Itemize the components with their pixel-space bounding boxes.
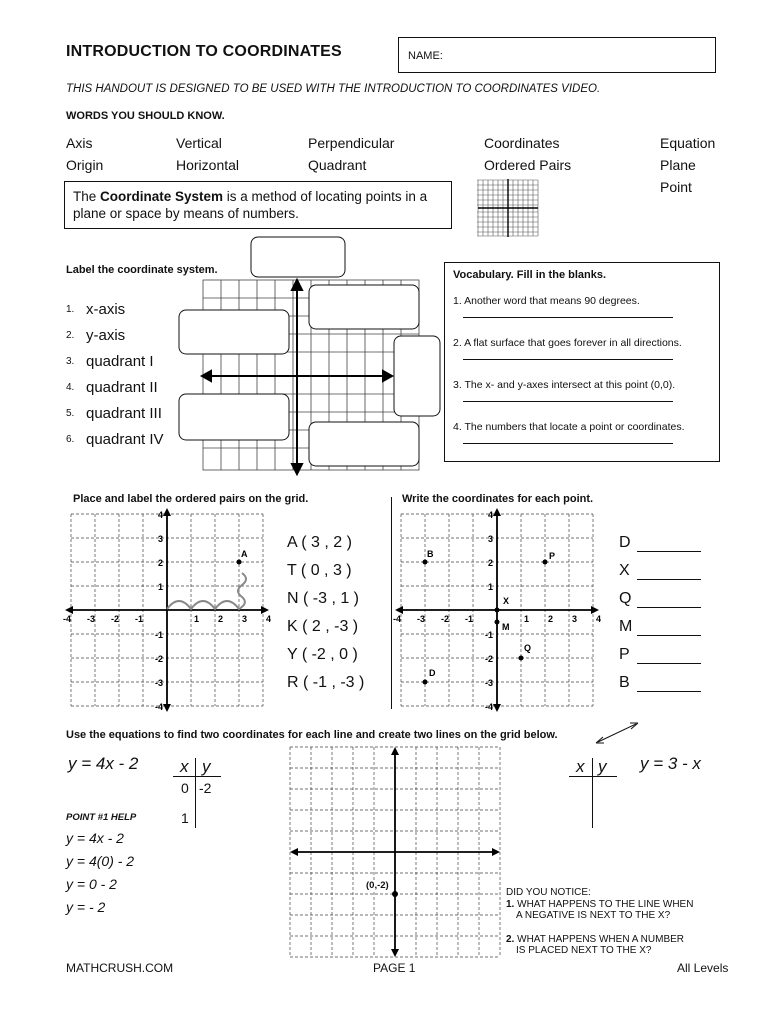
write-grid bbox=[393, 510, 602, 712]
point-a bbox=[237, 560, 242, 565]
point-d bbox=[423, 680, 428, 685]
footer-site: MATHCRUSH.COM bbox=[66, 961, 174, 975]
definition-prefix: The bbox=[73, 189, 101, 204]
name-field[interactable] bbox=[398, 37, 716, 73]
point-x-label: X bbox=[503, 596, 510, 606]
table1-x-header: x bbox=[180, 757, 189, 776]
example-path bbox=[167, 573, 246, 609]
answer-blank-x[interactable] bbox=[637, 579, 701, 580]
point-q bbox=[519, 656, 524, 661]
point-x bbox=[495, 608, 500, 613]
vocab-answer-2[interactable] bbox=[463, 359, 673, 360]
name-label: NAME: bbox=[408, 50, 443, 62]
axis-arrow bbox=[65, 606, 73, 614]
label-list bbox=[66, 296, 164, 452]
x-tick-label: 2 bbox=[218, 614, 224, 624]
y-tick-label: 2 bbox=[488, 558, 494, 568]
vocab-heading: Vocabulary. Fill in the blanks. bbox=[453, 269, 607, 281]
plot-heading: Place and label the ordered pairs on the grid. bbox=[73, 493, 309, 505]
word-perpendicular: Perpendicular bbox=[308, 135, 395, 151]
point-d-label: D bbox=[429, 668, 436, 678]
help-step-4: y = - 2 bbox=[66, 899, 106, 915]
grid-point-label: (0,-2) bbox=[366, 880, 389, 891]
help-step-1: y = 4x - 2 bbox=[66, 830, 124, 846]
x-tick-label: -1 bbox=[465, 614, 474, 624]
list-item bbox=[66, 426, 164, 452]
list-num: 1. bbox=[66, 303, 75, 315]
x-tick-label: -3 bbox=[417, 614, 426, 624]
point-0-neg2 bbox=[392, 891, 398, 897]
word-coordinates: Coordinates bbox=[484, 135, 560, 151]
axis-arrow bbox=[395, 606, 403, 614]
notice-q2-line2: IS PLACED NEXT TO THE X? bbox=[516, 945, 652, 956]
x-tick-label: 3 bbox=[572, 614, 578, 624]
x-tick-label: 1 bbox=[524, 614, 530, 624]
notice-q1-line1: WHAT HAPPENS TO THE LINE WHEN bbox=[517, 899, 694, 910]
list-label: quadrant III bbox=[86, 404, 162, 422]
small-grid-icon bbox=[477, 178, 539, 238]
footer-level: All Levels bbox=[677, 961, 729, 975]
list-label: quadrant I bbox=[86, 352, 154, 370]
y-tick-label: 4 bbox=[488, 510, 494, 520]
y-tick-label: 1 bbox=[158, 582, 164, 592]
vocab-question-1: 1. Another word that means 90 degrees. bbox=[453, 295, 640, 307]
list-item bbox=[66, 296, 164, 322]
x-tick-label: 2 bbox=[548, 614, 554, 624]
footer-page: PAGE 1 bbox=[373, 961, 416, 975]
table1-y-header: y bbox=[202, 757, 211, 776]
words-heading: WORDS YOU SHOULD KNOW. bbox=[66, 110, 225, 122]
x-tick-label: -4 bbox=[63, 614, 72, 624]
answer-label-d: D bbox=[619, 534, 631, 551]
notice-q2 bbox=[506, 934, 684, 945]
section-divider bbox=[391, 497, 392, 709]
point-b bbox=[423, 560, 428, 565]
y-tick-label: 3 bbox=[488, 534, 494, 544]
pair-n: N ( -3 , 1 ) bbox=[287, 590, 360, 607]
answer-label-b: B bbox=[619, 674, 630, 691]
list-num: 3. bbox=[66, 355, 75, 367]
write-heading: Write the coordinates for each point. bbox=[402, 493, 594, 505]
notice-q2-num: 2. bbox=[506, 934, 515, 945]
word-axis: Axis bbox=[66, 135, 93, 151]
notice-q1-num: 1. bbox=[506, 899, 515, 910]
y-tick-label: -2 bbox=[155, 654, 164, 664]
list-item bbox=[66, 322, 164, 348]
equation-1: y = 4x - 2 bbox=[68, 754, 139, 773]
axis-arrow bbox=[492, 848, 500, 856]
table1-row1-x: 0 bbox=[181, 780, 189, 796]
vocab-answer-4[interactable] bbox=[463, 443, 673, 444]
point-b-label: B bbox=[427, 549, 434, 559]
x-tick-label: -3 bbox=[87, 614, 96, 624]
list-label: quadrant IV bbox=[86, 430, 164, 448]
answer-blank-q[interactable] bbox=[637, 607, 701, 608]
double-arrow-icon bbox=[594, 720, 640, 746]
point-q-label: Q bbox=[524, 643, 532, 653]
word-equation: Equation bbox=[660, 135, 716, 151]
vocab-question-4: 4. The numbers that locate a point or coordinates. bbox=[453, 421, 685, 433]
notice-q2-line1: WHAT HAPPENS WHEN A NUMBER bbox=[517, 934, 684, 945]
list-item bbox=[66, 374, 164, 400]
y-tick-label: 2 bbox=[158, 558, 164, 568]
equation-grid bbox=[288, 744, 502, 960]
answer-label-x: X bbox=[619, 562, 630, 579]
list-label: quadrant II bbox=[86, 378, 158, 396]
word-horizontal: Horizontal bbox=[176, 157, 240, 173]
vocab-question-2: 2. A flat surface that goes forever in all directions. bbox=[453, 337, 682, 349]
y-tick-label: -1 bbox=[155, 630, 164, 640]
help-step-2: y = 4(0) - 2 bbox=[66, 853, 135, 869]
answer-blank-b[interactable] bbox=[637, 691, 701, 692]
pair-a: A ( 3 , 2 ) bbox=[287, 534, 352, 551]
notice-title: DID YOU NOTICE: bbox=[506, 887, 591, 898]
y-tick-label: 3 bbox=[158, 534, 164, 544]
notice-q1 bbox=[506, 899, 693, 910]
y-tick-label: -3 bbox=[485, 678, 494, 688]
word-origin: Origin bbox=[66, 157, 104, 173]
table2-hline bbox=[569, 776, 617, 777]
axis-arrow bbox=[591, 606, 599, 614]
word-ordered-pairs: Ordered Pairs bbox=[484, 157, 572, 173]
definition-box bbox=[64, 181, 452, 229]
word-vertical: Vertical bbox=[176, 135, 222, 151]
label-box-quadrant-4[interactable] bbox=[309, 422, 419, 466]
point-m-label: M bbox=[502, 622, 510, 632]
axis-arrow bbox=[391, 949, 399, 957]
word-plane: Plane bbox=[660, 157, 696, 173]
point-m bbox=[495, 620, 500, 625]
table1-vline bbox=[195, 758, 196, 828]
definition-text-1: is a method of locating points in a bbox=[223, 189, 428, 204]
vocabulary-box bbox=[444, 262, 720, 462]
x-tick-label: 3 bbox=[242, 614, 248, 624]
y-tick-label: -4 bbox=[155, 702, 164, 712]
x-tick-label: 4 bbox=[596, 614, 602, 624]
vocab-question-3: 3. The x- and y-axes intersect at this point (0,0). bbox=[453, 379, 676, 391]
help-title: POINT #1 HELP bbox=[66, 812, 137, 823]
answer-blank-m[interactable] bbox=[637, 635, 701, 636]
list-item bbox=[66, 348, 164, 374]
point-a-label: A bbox=[241, 549, 248, 559]
label-grid bbox=[176, 234, 446, 478]
axis-arrow bbox=[261, 606, 269, 614]
answer-blank-p[interactable] bbox=[637, 663, 701, 664]
vocab-answer-3[interactable] bbox=[463, 401, 673, 402]
notice-q1-line2: A NEGATIVE IS NEXT TO THE X? bbox=[516, 910, 671, 921]
list-label: x-axis bbox=[86, 300, 126, 318]
label-box-right[interactable] bbox=[394, 336, 440, 416]
list-num: 4. bbox=[66, 381, 75, 393]
axis-arrow bbox=[163, 704, 171, 712]
label-box-top[interactable] bbox=[251, 237, 345, 277]
pair-t: T ( 0 , 3 ) bbox=[287, 562, 352, 579]
label-box-quadrant-2[interactable] bbox=[179, 310, 289, 354]
table1-row1-y: -2 bbox=[199, 780, 212, 796]
axis-arrow bbox=[493, 704, 501, 712]
help-step-3: y = 0 - 2 bbox=[66, 876, 117, 892]
point-p-label: P bbox=[549, 551, 556, 561]
list-item bbox=[66, 400, 164, 426]
equations-heading: Use the equations to find two coordinates for each line and create two lines on the grid below. bbox=[66, 729, 558, 741]
word-point: Point bbox=[660, 179, 692, 195]
list-num: 2. bbox=[66, 329, 75, 341]
pair-k: K ( 2 , -3 ) bbox=[287, 618, 359, 635]
answer-label-p: P bbox=[619, 646, 630, 663]
x-tick-label: -2 bbox=[441, 614, 450, 624]
list-num: 5. bbox=[66, 407, 75, 419]
point-p bbox=[543, 560, 548, 565]
table2-y-header: y bbox=[598, 757, 607, 776]
table2-vline bbox=[592, 758, 593, 828]
list-num: 6. bbox=[66, 433, 75, 445]
label-section-heading: Label the coordinate system. bbox=[66, 264, 218, 276]
y-tick-label: 4 bbox=[158, 510, 164, 520]
axis-arrow bbox=[163, 508, 171, 516]
answer-label-m: M bbox=[619, 618, 633, 635]
pair-y: Y ( -2 , 0 ) bbox=[287, 646, 358, 663]
vocab-answer-1[interactable] bbox=[463, 317, 673, 318]
axis-arrow bbox=[290, 848, 298, 856]
pair-r: R ( -1 , -3 ) bbox=[287, 674, 365, 691]
x-tick-label: -4 bbox=[393, 614, 402, 624]
intro-text: THIS HANDOUT IS DESIGNED TO BE USED WITH THE INTRODUCTION TO COORDINATES VIDEO. bbox=[66, 83, 601, 95]
y-tick-label: -4 bbox=[485, 702, 494, 712]
x-tick-label: 1 bbox=[194, 614, 200, 624]
y-tick-label: -1 bbox=[485, 630, 494, 640]
definition-text-2: plane or space by means of numbers. bbox=[73, 206, 299, 221]
list-label: y-axis bbox=[86, 326, 126, 344]
plot-grid bbox=[63, 510, 272, 712]
answer-blank-d[interactable] bbox=[637, 551, 701, 552]
definition-term: Coordinate System bbox=[100, 189, 224, 204]
table1-row2-x: 1 bbox=[181, 810, 189, 826]
answer-label-q: Q bbox=[619, 590, 632, 607]
label-box-quadrant-1[interactable] bbox=[309, 285, 419, 329]
x-tick-label: -1 bbox=[135, 614, 144, 624]
table1-hline bbox=[173, 776, 221, 777]
table2-x-header: x bbox=[576, 757, 585, 776]
y-tick-label: 1 bbox=[488, 582, 494, 592]
axis-arrow bbox=[391, 747, 399, 755]
label-box-quadrant-3[interactable] bbox=[179, 394, 289, 440]
page-title: INTRODUCTION TO COORDINATES bbox=[66, 43, 342, 60]
word-quadrant: Quadrant bbox=[308, 157, 367, 173]
equation-2: y = 3 - x bbox=[640, 754, 701, 773]
x-tick-label: -2 bbox=[111, 614, 120, 624]
y-tick-label: -3 bbox=[155, 678, 164, 688]
axis-arrow bbox=[493, 508, 501, 516]
x-tick-label: 4 bbox=[266, 614, 272, 624]
y-tick-label: -2 bbox=[485, 654, 494, 664]
